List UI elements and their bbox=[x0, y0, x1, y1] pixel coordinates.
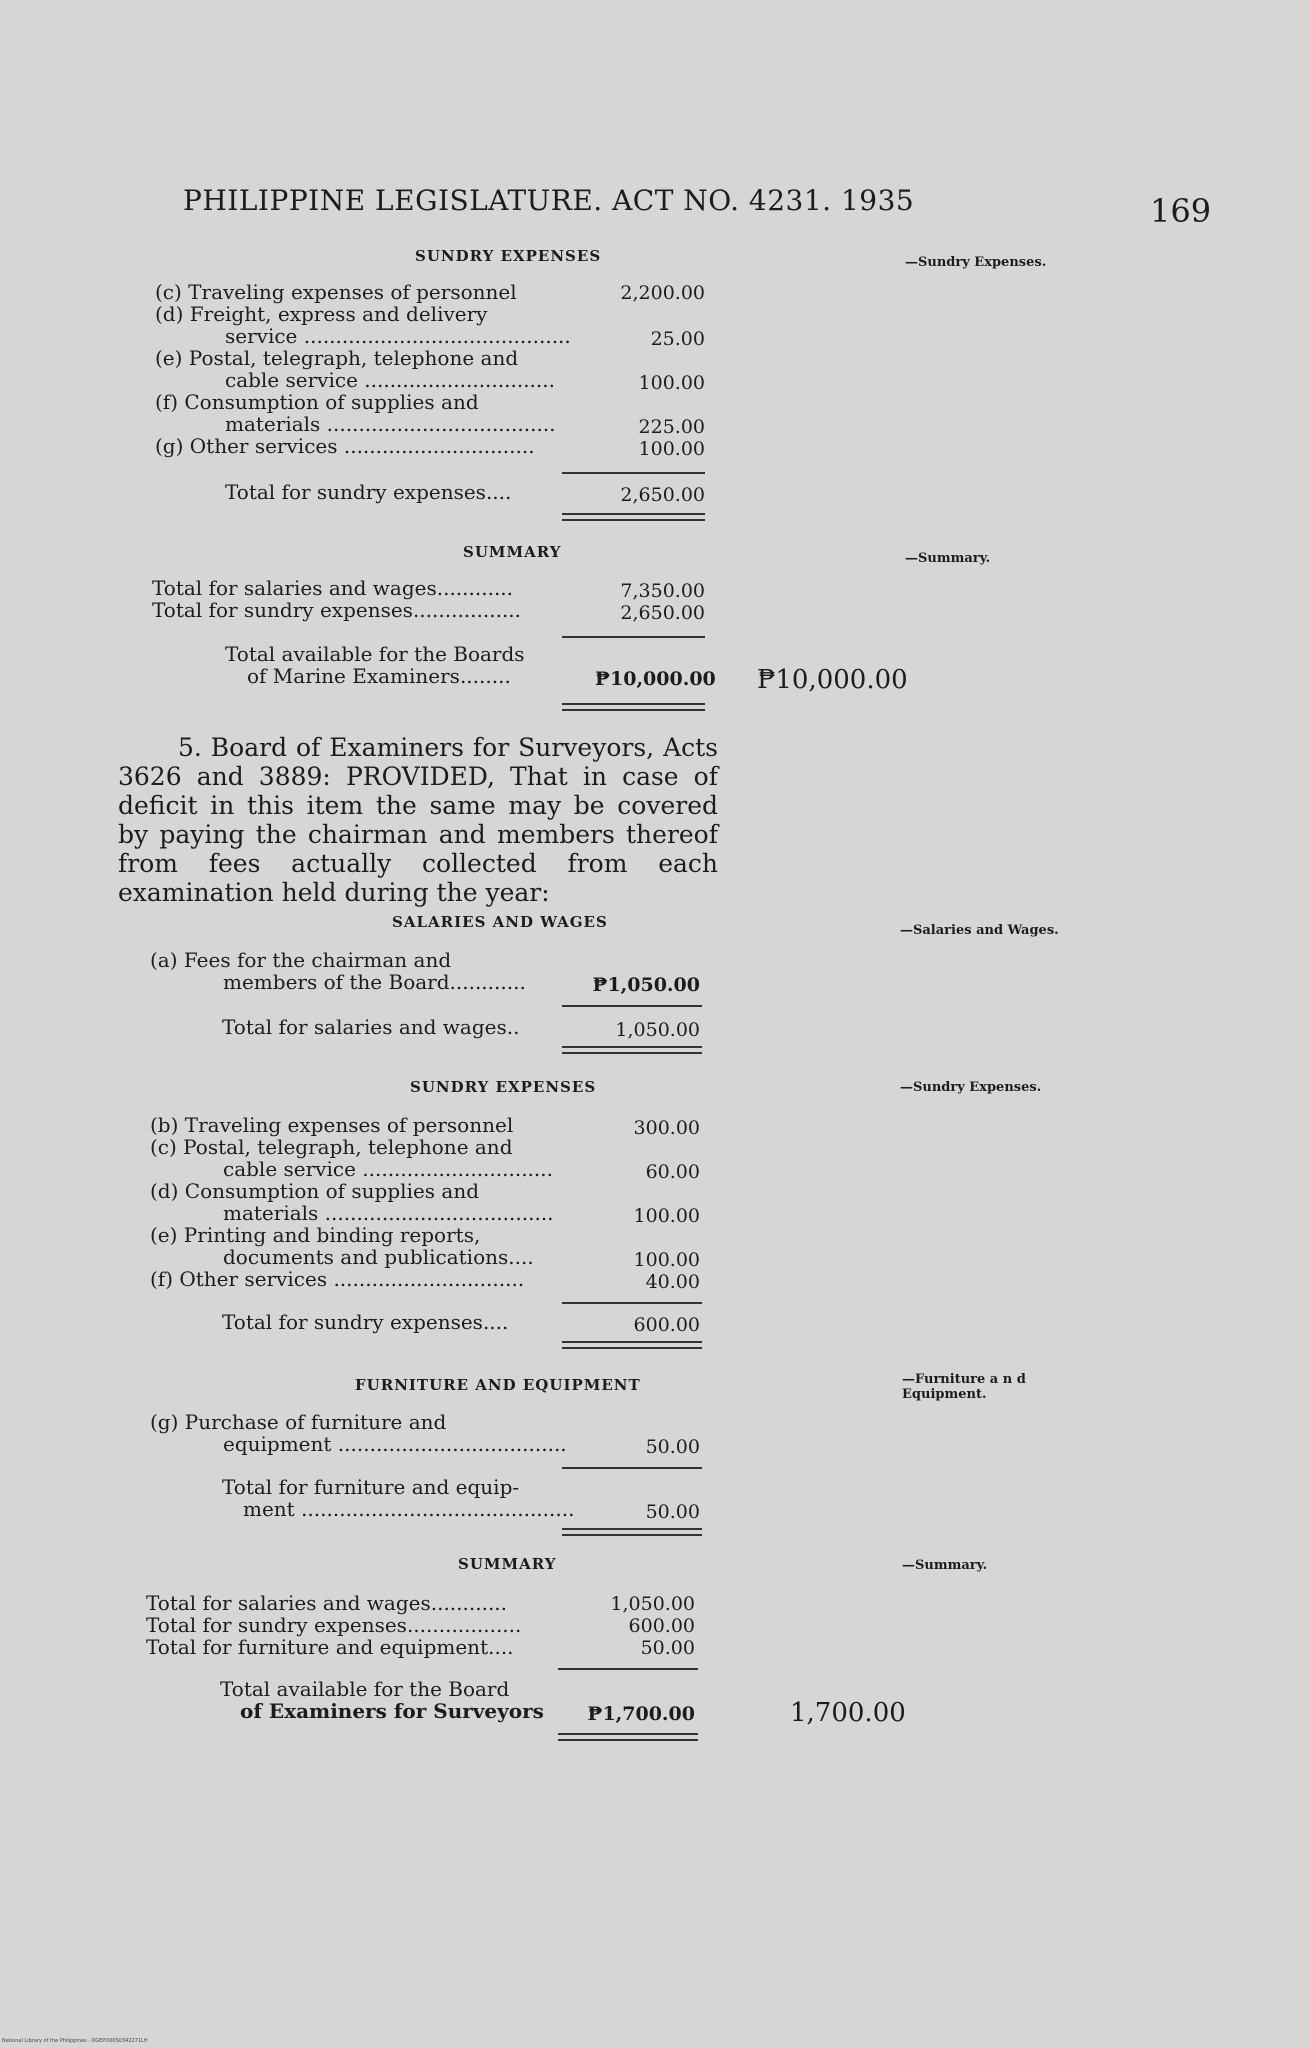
section-heading: SALARIES AND WAGES bbox=[392, 913, 608, 931]
total-rule bbox=[562, 1467, 702, 1469]
summary-amount: 7,350.00 bbox=[620, 580, 705, 602]
margin-note: —Summary. bbox=[905, 551, 991, 566]
item-paragraph: 5. Board of Examiners for Surveyors, Acts 3626 and 3889: PROVIDED, That in case of deficit in this item the same may be covered by paying the chairman and members thereof from fees actually collected from each examination held during the year: bbox=[118, 733, 718, 907]
line-item: (c) Postal, telegraph, telephone and bbox=[150, 1135, 513, 1159]
total-rule bbox=[562, 636, 705, 638]
total-label: Total for furniture and equip- bbox=[222, 1475, 520, 1499]
summary-amount: 2,650.00 bbox=[620, 602, 705, 624]
double-rule bbox=[562, 703, 705, 711]
total-rule bbox=[562, 1005, 702, 1007]
line-item: (c) Traveling expenses of personnel bbox=[155, 280, 517, 304]
double-rule bbox=[562, 1528, 702, 1536]
line-item: (b) Traveling expenses of personnel bbox=[150, 1113, 514, 1137]
margin-note: Equipment. bbox=[902, 1387, 987, 1402]
archive-footer: National Library of the Philippines · DGEPO00S0342271LH bbox=[2, 2038, 148, 2044]
total-label: ment ........................................... bbox=[243, 1497, 575, 1521]
total-rule bbox=[562, 472, 705, 474]
line-item: service .......................................... bbox=[225, 324, 571, 348]
section-heading: SUNDRY EXPENSES bbox=[410, 1078, 597, 1096]
section-heading: SUMMARY bbox=[463, 543, 562, 561]
line-item: (e) Printing and binding reports, bbox=[150, 1223, 481, 1247]
summary-item: Total for sundry expenses.................. bbox=[146, 1613, 522, 1637]
total-label: Total available for the Board bbox=[220, 1677, 510, 1701]
total-label: of Marine Examiners........ bbox=[247, 664, 511, 688]
total-amount: ₱1,700.00 bbox=[587, 1703, 695, 1725]
section-heading: SUMMARY bbox=[458, 1555, 557, 1573]
total-amount: ₱10,000.00 bbox=[595, 668, 716, 690]
line-item: (f) Other services .............................. bbox=[150, 1267, 525, 1291]
margin-note: —Sundry Expenses. bbox=[905, 255, 1047, 270]
section-heading: SUNDRY EXPENSES bbox=[415, 247, 602, 265]
double-rule bbox=[562, 1341, 702, 1349]
total-amount: 50.00 bbox=[645, 1501, 700, 1523]
total-label: Total for sundry expenses.... bbox=[222, 1310, 509, 1334]
line-amount: 300.00 bbox=[633, 1117, 700, 1139]
line-amount: 100.00 bbox=[633, 1205, 700, 1227]
line-item: cable service .............................. bbox=[225, 368, 555, 392]
margin-note: —Summary. bbox=[902, 1558, 988, 1573]
total-label: Total for salaries and wages.. bbox=[222, 1015, 520, 1039]
line-amount: 2,200.00 bbox=[620, 282, 705, 304]
line-item: materials .................................... bbox=[223, 1201, 554, 1225]
line-item: documents and publications.... bbox=[223, 1245, 534, 1269]
double-rule bbox=[562, 1046, 702, 1054]
line-item: (a) Fees for the chairman and bbox=[150, 948, 452, 972]
total-amount: 2,650.00 bbox=[620, 484, 705, 506]
total-amount: 1,050.00 bbox=[615, 1019, 700, 1041]
line-amount: 225.00 bbox=[638, 416, 705, 438]
summary-item: Total for sundry expenses................. bbox=[152, 598, 522, 622]
total-label: Total available for the Boards bbox=[225, 642, 525, 666]
total-rule bbox=[558, 1668, 698, 1670]
line-amount: 100.00 bbox=[638, 438, 705, 460]
line-item: (d) Consumption of supplies and bbox=[150, 1179, 480, 1203]
summary-amount: 50.00 bbox=[640, 1637, 695, 1659]
summary-amount: 600.00 bbox=[628, 1615, 695, 1637]
line-item: members of the Board............ bbox=[223, 970, 526, 994]
line-item: materials .................................... bbox=[225, 412, 556, 436]
margin-note: —Salaries and Wages. bbox=[900, 923, 1059, 938]
double-rule bbox=[562, 513, 705, 521]
line-item: (e) Postal, telegraph, telephone and bbox=[155, 346, 519, 370]
section-heading: FURNITURE AND EQUIPMENT bbox=[355, 1376, 641, 1394]
line-item: equipment .................................... bbox=[223, 1432, 567, 1456]
summary-item: Total for salaries and wages............ bbox=[152, 576, 514, 600]
summary-item: Total for salaries and wages............ bbox=[146, 1591, 508, 1615]
line-item: (g) Other services .............................. bbox=[155, 434, 535, 458]
line-amount: 40.00 bbox=[645, 1271, 700, 1293]
line-item: (f) Consumption of supplies and bbox=[155, 390, 479, 414]
grand-total: ₱10,000.00 bbox=[757, 665, 908, 695]
margin-note: —Furniture a n d bbox=[902, 1372, 1026, 1387]
total-amount: 600.00 bbox=[633, 1314, 700, 1336]
line-amount: 60.00 bbox=[645, 1161, 700, 1183]
line-item: (d) Freight, express and delivery bbox=[155, 302, 488, 326]
total-label: Total for sundry expenses.... bbox=[225, 480, 512, 504]
line-amount: 25.00 bbox=[650, 328, 705, 350]
summary-amount: 1,050.00 bbox=[610, 1593, 695, 1615]
page-number: 169 bbox=[1150, 192, 1212, 230]
line-item: (g) Purchase of furniture and bbox=[150, 1410, 447, 1434]
line-amount: 50.00 bbox=[645, 1436, 700, 1458]
double-rule bbox=[558, 1733, 698, 1741]
total-label: of Examiners for Surveyors bbox=[240, 1699, 544, 1723]
total-rule bbox=[562, 1302, 702, 1304]
margin-note: —Sundry Expenses. bbox=[900, 1080, 1042, 1095]
line-amount: 100.00 bbox=[638, 372, 705, 394]
summary-item: Total for furniture and equipment.... bbox=[146, 1635, 514, 1659]
line-item: cable service .............................. bbox=[223, 1157, 553, 1181]
page-header: PHILIPPINE LEGISLATURE. ACT NO. 4231. 1935 bbox=[183, 184, 915, 217]
line-amount: ₱1,050.00 bbox=[592, 974, 700, 996]
line-amount: 100.00 bbox=[633, 1249, 700, 1271]
grand-total: 1,700.00 bbox=[790, 1698, 906, 1728]
